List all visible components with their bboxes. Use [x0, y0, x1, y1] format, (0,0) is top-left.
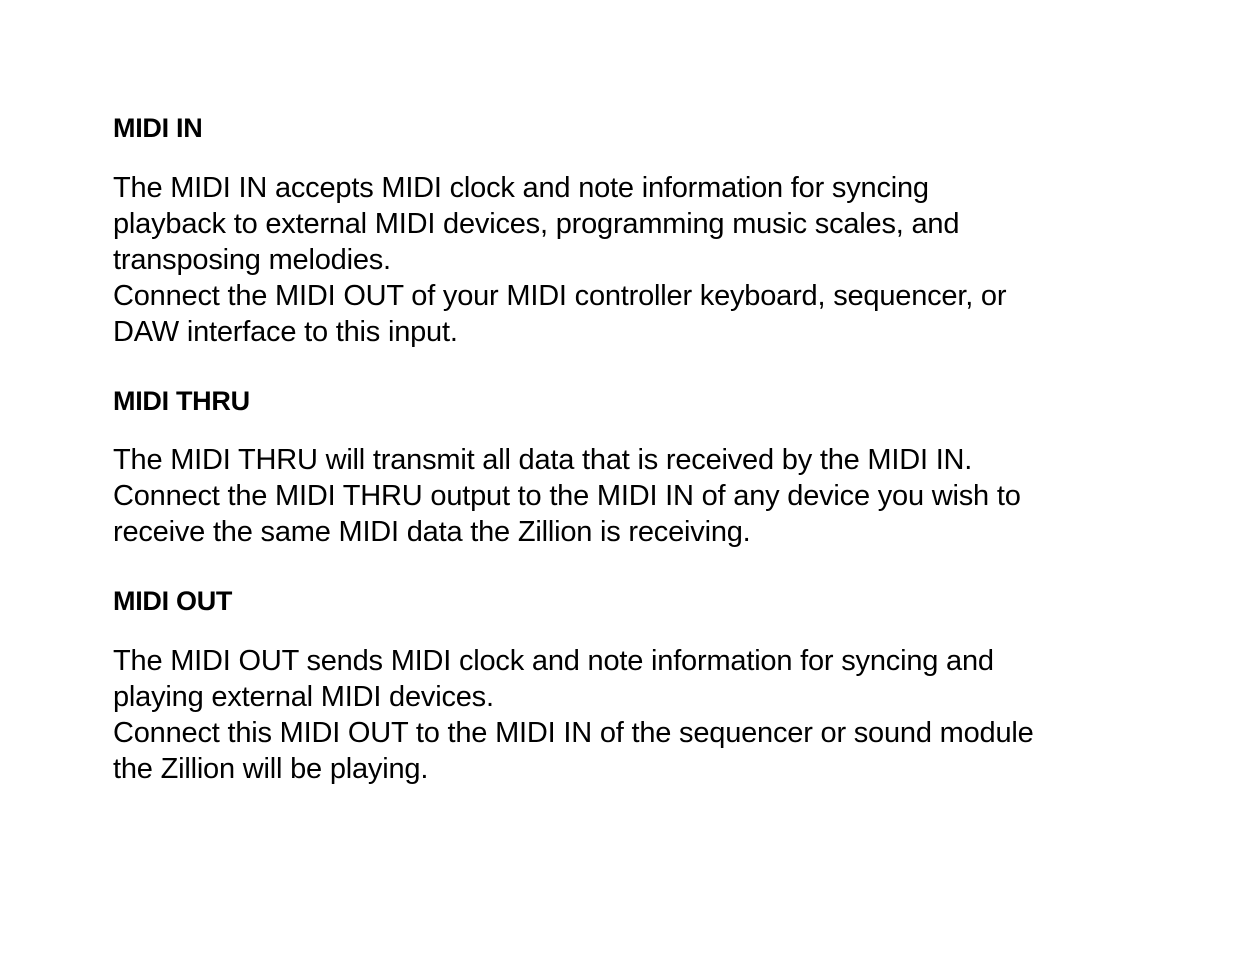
text-line: DAW interface to this input. — [113, 316, 458, 348]
paragraph-midi-in-connection — [113, 278, 1203, 350]
text-line: The MIDI THRU will transmit all data that is received by the MIDI IN. — [113, 444, 973, 476]
section-heading-midi-in: MIDI IN — [113, 113, 203, 143]
text-line: Connect this MIDI OUT to the MIDI IN of the sequencer or sound module — [113, 717, 1034, 749]
paragraph-midi-out-connection — [113, 715, 1203, 787]
text-line: Connect the MIDI THRU output to the MIDI IN of any device you wish to — [113, 480, 1021, 512]
text-line: the Zillion will be playing. — [113, 753, 429, 785]
text-line: playback to external MIDI devices, programming music scales, and — [113, 208, 960, 240]
text-line: playing external MIDI devices. — [113, 681, 494, 713]
paragraph-midi-out-description — [113, 643, 1203, 715]
paragraph-midi-thru-connection — [113, 478, 1203, 550]
section-heading-midi-out: MIDI OUT — [113, 586, 233, 616]
text-line: Connect the MIDI OUT of your MIDI controller keyboard, sequencer, or — [113, 280, 1007, 312]
section-heading-midi-thru: MIDI THRU — [113, 386, 250, 416]
text-line: The MIDI IN accepts MIDI clock and note information for syncing — [113, 172, 929, 204]
text-line: transposing melodies. — [113, 244, 391, 276]
text-line: The MIDI OUT sends MIDI clock and note information for syncing and — [113, 645, 994, 677]
paragraph-midi-in-description — [113, 170, 1203, 278]
paragraph-midi-thru-description — [113, 442, 1203, 478]
text-line: receive the same MIDI data the Zillion is receiving. — [113, 516, 751, 548]
